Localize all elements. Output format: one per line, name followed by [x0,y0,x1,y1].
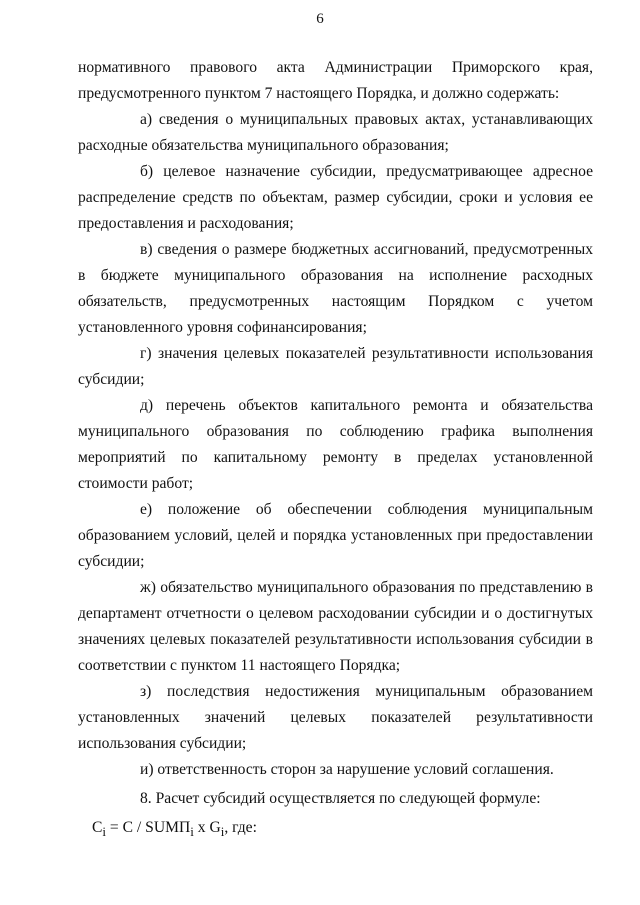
list-item-z: з) последствия недостижения муниципальным образованием установленных значений целевых показателей результативности использования субсидии; [78,683,593,752]
list-item-a: а) сведения о муниципальных правовых актах, устанавливающих расходные обязательства муниципального образования; [78,111,593,154]
list-item-d: д) перечень объектов капитального ремонта и обязательства муниципального образования по соблюдению графика выполнения мероприятий по капитальному ремонту в пределах установленной стоимости работ; [78,397,593,492]
formula-c: C [92,819,103,836]
paragraph-8: 8. Расчет субсидий осуществляется по следующей формуле: [140,790,541,807]
formula-sump-subscript: i [190,824,194,840]
list-item-g: г) значения целевых показателей результативности использования субсидии; [78,345,593,388]
page-number: 6 [316,11,324,27]
formula-g-subscript: i [220,824,225,840]
formula-tail: , где: [224,819,257,836]
paragraph-continuation: нормативного правового акта Администрации Приморского края, предусмотренного пунктом 7 настоящего Порядка, и должно содержать: [78,59,593,102]
list-item-i: и) ответственность сторон за нарушение условий соглашения. [140,761,554,778]
document-body [78,55,593,845]
list-item-zh: ж) обязательство муниципального образования по представлению в департамент отчетности о целевом расходовании субсидии и о достигнутых значениях целевых показателей результативности использования субсидии в соответствии с пунктом 11 настоящего Порядка; [78,579,593,674]
formula-c-subscript: i [102,824,107,840]
formula-x: x G [193,819,221,836]
list-item-e: е) положение об обеспечении соблюдения муниципальным образованием условий, целей и порядка установленных при предоставлении субсидии; [78,501,593,570]
formula-middle: = C / SUMП [106,819,191,836]
list-item-v: в) сведения о размере бюджетных ассигнований, предусмотренных в бюджете муниципального образования на исполнение расходных обязательств, предусмотренных настоящим Порядком с учетом установленного уровня софинансирования; [78,241,593,336]
formula [78,815,593,845]
list-item-b: б) целевое назначение субсидии, предусматривающее адресное распределение средств по объектам, размер субсидии, сроки и условия ее предоставления и расходования; [78,163,593,232]
